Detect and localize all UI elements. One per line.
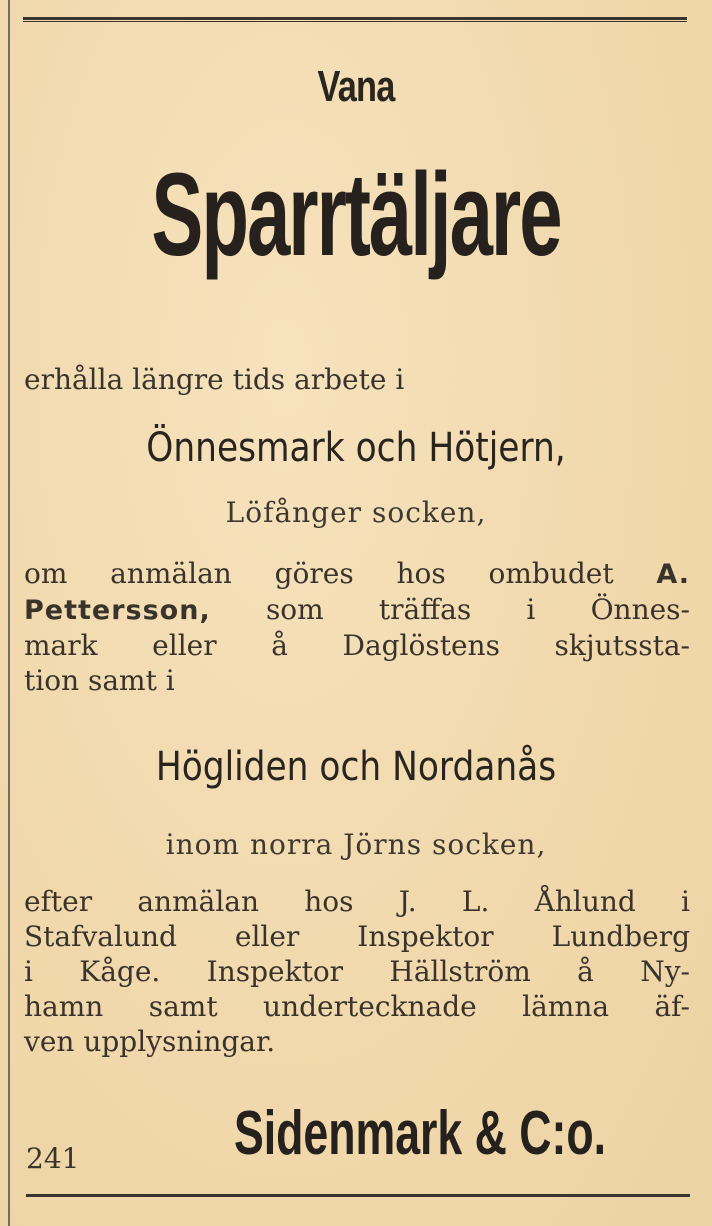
bottom-rule <box>26 1194 690 1198</box>
agent-name: Pettersson, <box>24 595 211 626</box>
paragraph-2-line-3: i Kåge. Inspektor Hällström å Ny- <box>24 955 690 988</box>
top-rule <box>23 17 687 22</box>
parish-line-2: inom norra Jörns socken, <box>165 828 547 861</box>
paragraph-1 <box>24 556 690 698</box>
signature: Sidenmark & C:o. <box>233 1099 607 1168</box>
column-divider <box>8 0 10 1226</box>
paragraph-2-line-2: Stafvalund eller Inspektor Lundberg <box>24 920 690 953</box>
paragraph-2-line-1: efter anmälan hos J. L. Åhlund i <box>24 885 690 918</box>
place-heading-2: Högliden och Nordanås <box>155 744 557 790</box>
intro-line: erhålla längre tids arbete i <box>24 363 405 396</box>
paragraph-2-line-4: hamn samt undertecknade lämna äf- <box>24 990 690 1023</box>
paragraph-2 <box>24 884 690 1059</box>
ad-number: 241 <box>26 1142 80 1175</box>
paragraph-1-line-3: mark eller å Daglöstens skjutssta- <box>24 629 690 662</box>
parish-line-1: Löfånger socken, <box>225 496 487 529</box>
paragraph-1-line-4: tion samt i <box>24 664 175 697</box>
paragraph-1-line-2: Pettersson, som träffas i Önnes- <box>24 593 691 626</box>
place-heading-1: Önnesmark och Hötjern, <box>146 425 566 471</box>
paragraph-1-line-1: om anmälan göres hos ombudet A. <box>24 557 690 590</box>
heading-big: Sparrtäljare <box>151 149 561 281</box>
heading-small: Vana <box>317 62 395 111</box>
agent-initial: A. <box>656 559 690 590</box>
paragraph-2-line-5: ven upplysningar. <box>24 1025 276 1058</box>
